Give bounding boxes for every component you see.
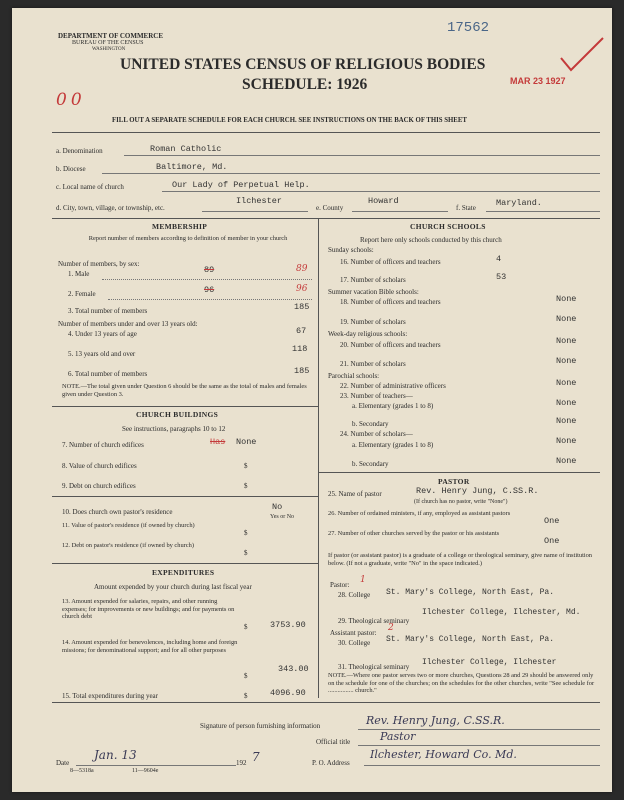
q6-label: 6. Total number of members [68, 370, 148, 378]
schools-intro: Report here only schools conducted by this church [360, 236, 502, 244]
state-value: Maryland. [496, 198, 542, 208]
q23b-label: b. Secondary [352, 420, 389, 428]
form-code-2: 11—9604e [132, 768, 159, 774]
q8-dollar: $ [244, 462, 248, 470]
q17-value: 53 [496, 272, 507, 282]
q1-label: 1. Male [68, 270, 90, 278]
q20-label: 20. Number of officers and teachers [340, 341, 441, 349]
membership-intro: Report number of members according to definition of member in your church [88, 235, 288, 242]
q21-label: 21. Number of scholars [340, 360, 406, 368]
expenditures-intro: Amount expended by your church during last fiscal year [94, 583, 252, 591]
state-label: f. State [456, 204, 476, 212]
signature-label: Signature of person furnishing information [200, 722, 321, 730]
q19-value: None [556, 314, 577, 324]
q30-label: 30. College [338, 639, 371, 647]
q21-value: None [556, 356, 577, 366]
q23a-label: a. Elementary (grades 1 to 8) [352, 402, 434, 410]
buildings-instructions: See instructions, paragraphs 10 to 12 [122, 425, 226, 433]
q24-label: 24. Number of scholars— [340, 430, 413, 438]
q16-value: 4 [496, 254, 502, 264]
assistant-subheading: Assistant pastor: [330, 629, 377, 637]
q28-label: 28. College [338, 591, 371, 599]
q20-value: None [556, 336, 577, 346]
q27-value: One [544, 536, 560, 546]
q2-label: 2. Female [68, 290, 96, 298]
signature-value: Rev. Henry Jung, C.SS.R. [366, 714, 505, 727]
q7-label: 7. Number of church edifices [62, 441, 144, 449]
q13-dollar: $ [244, 623, 248, 631]
q25-value: Rev. Henry Jung, C.SS.R. [416, 486, 539, 496]
graduate-note: If pastor (or assistant pastor) is a graduate of a college or theological seminary, give name of institution below. (If not a graduate, write "No" in the space indicated.) [328, 552, 593, 567]
q3-value: 185 [294, 302, 310, 312]
q26-label: 26. Number of ordained ministers, if any, employed as assistant pastors [328, 510, 511, 517]
q19-label: 19. Number of scholars [340, 318, 406, 326]
q24b-label: b. Secondary [352, 460, 389, 468]
q31-label: 31. Theological seminary [338, 663, 410, 671]
q18-value: None [556, 294, 577, 304]
denomination-label: a. Denomination [56, 147, 103, 155]
q7-value: None [236, 437, 257, 447]
q12-dollar: $ [244, 549, 248, 557]
q28-value: St. Mary's College, North East, Pa. [386, 588, 555, 597]
form-code-1: 8—5318a [70, 768, 94, 774]
expenditures-heading: EXPENDITURES [152, 568, 215, 577]
serial-number: 17562 [447, 20, 490, 36]
q2-value: 96 [296, 284, 308, 294]
q2-struck-value: 96 [204, 285, 215, 295]
q7-struck-value: Has [210, 437, 226, 447]
q15-dollar: $ [244, 692, 248, 700]
official-title-value: Pastor [380, 730, 416, 743]
diocese-label: b. Diocese [56, 165, 86, 173]
q26-value: One [544, 516, 560, 526]
q22-label: 22. Number of administrative officers [340, 382, 446, 390]
denomination-value: Roman Catholic [150, 144, 222, 154]
date-value: Jan. 13 [94, 748, 137, 762]
assistant-mark: 2 [388, 623, 394, 633]
q10-label: 10. Does church own pastor's residence [62, 508, 173, 516]
buildings-heading: CHURCH BUILDINGS [136, 410, 219, 419]
membership-note: NOTE.—The total given under Question 6 should be the same as the total of males and females given under Question 3. [62, 383, 307, 398]
pastor-subheading: Pastor: [330, 581, 350, 589]
membership-heading: MEMBERSHIP [152, 222, 208, 231]
q14-value: 343.00 [278, 664, 309, 674]
weekday-schools-label: Week-day religious schools: [328, 330, 408, 338]
members-by-sex-label: Number of members, by sex: [58, 260, 140, 268]
year-value: 7 [252, 750, 260, 764]
q30-value: St. Mary's College, North East, Pa. [386, 635, 555, 644]
q29-value: Ilchester College, Ilchester, Md. [422, 608, 581, 617]
q4-value: 67 [296, 326, 307, 336]
form-title: UNITED STATES CENSUS OF RELIGIOUS BODIES [120, 56, 486, 73]
q10-value: No [272, 502, 283, 512]
city-town-label: d. City, town, village, or township, etc. [56, 204, 165, 212]
q24a-label: a. Elementary (grades 1 to 8) [352, 441, 434, 449]
pastor-mark: 1 [360, 575, 366, 585]
schedule-title: SCHEDULE: 1926 [242, 76, 368, 93]
q14-dollar: $ [244, 672, 248, 680]
q16-label: 16. Number of officers and teachers [340, 258, 441, 266]
check-mark-icon [557, 36, 607, 76]
q12-label: 12. Debt on pastor's residence (if owned by church) [62, 542, 194, 549]
q14-label: 14. Amount expended for benevolences, including home and foreign missions; for denominational support; and for all other purposes [62, 639, 238, 654]
parochial-schools-label: Parochial schools: [328, 372, 380, 380]
q17-label: 17. Number of scholars [340, 276, 406, 284]
q24a-value: None [556, 436, 577, 446]
department-label: DEPARTMENT OF COMMERCE [58, 32, 164, 40]
q13-value: 3753.90 [270, 620, 306, 630]
q10-hint: Yes or No [270, 514, 295, 520]
q4-label: 4. Under 13 years of age [68, 330, 137, 338]
summer-schools-label: Summer vacation Bible schools: [328, 288, 419, 296]
q18-label: 18. Number of officers and teachers [340, 298, 441, 306]
q29-label: 29. Theological seminary [338, 617, 410, 625]
diocese-value: Baltimore, Md. [156, 162, 228, 172]
q22-value: None [556, 378, 577, 388]
q31-value: Ilchester College, Ilchester [422, 658, 557, 667]
q5-value: 118 [292, 344, 308, 354]
age-groups-label: Number of members under and over 13 years old: [58, 320, 198, 328]
po-address-value: Ilchester, Howard Co. Md. [370, 748, 517, 761]
official-title-label: Official title [316, 738, 351, 746]
q3-label: 3. Total number of members [68, 307, 148, 315]
q8-label: 8. Value of church edifices [62, 462, 137, 470]
year-prefix: 192 [236, 759, 247, 767]
q23a-value: None [556, 398, 577, 408]
q1-value: 89 [296, 264, 308, 274]
county-label: e. County [316, 204, 344, 212]
sunday-schools-label: Sunday schools: [328, 246, 374, 254]
pastor-note: NOTE.—Where one pastor serves two or more churches, Questions 28 and 29 should be answered only on the schedule for one of the churches; on the schedules for the other churches, write "See schedule for ................ church." [328, 672, 595, 694]
q24b-value: None [556, 456, 577, 466]
po-address-label: P. O. Address [312, 759, 350, 767]
church-name-value: Our Lady of Perpetual Help. [172, 180, 310, 190]
pastor-heading: PASTOR [438, 477, 470, 486]
q23-label: 23. Number of teachers— [340, 392, 413, 400]
city-label: WASHINGTON [92, 47, 126, 52]
q13-label: 13. Amount expended for salaries, repairs, and other running expenses; for improvements or new buildings; and for payments on church debt [62, 598, 235, 620]
q23b-value: None [556, 416, 577, 426]
q1-struck-value: 89 [204, 265, 215, 275]
q6-value: 185 [294, 366, 310, 376]
q25-label: 25. Name of pastor [328, 490, 382, 498]
q5-label: 5. 13 years old and over [68, 350, 136, 358]
q11-label: 11. Value of pastor's residence (if owned by church) [62, 522, 195, 529]
handwritten-mark: 00 [56, 90, 86, 110]
received-date-stamp: MAR 23 1927 [510, 76, 566, 86]
q9-label: 9. Debt on church edifices [62, 482, 136, 490]
city-town-value: Ilchester [236, 196, 282, 206]
church-name-label: c. Local name of church [56, 183, 124, 191]
q25-hint: (If church has no pastor, write "None") [414, 499, 508, 505]
schools-heading: CHURCH SCHOOLS [410, 222, 486, 231]
q15-value: 4096.90 [270, 688, 306, 698]
county-value: Howard [368, 196, 399, 206]
q9-dollar: $ [244, 482, 248, 490]
instructions-line: FILL OUT A SEPARATE SCHEDULE FOR EACH CHURCH. SEE INSTRUCTIONS ON THE BACK OF THIS SHEET [112, 117, 467, 124]
bureau-label: BUREAU OF THE CENSUS [72, 40, 144, 46]
q27-label: 27. Number of other churches served by the pastor or his assistants [328, 530, 500, 537]
q11-dollar: $ [244, 529, 248, 537]
q15-label: 15. Total expenditures during year [62, 692, 158, 700]
census-schedule-sheet [12, 8, 612, 792]
date-label: Date [56, 759, 70, 767]
